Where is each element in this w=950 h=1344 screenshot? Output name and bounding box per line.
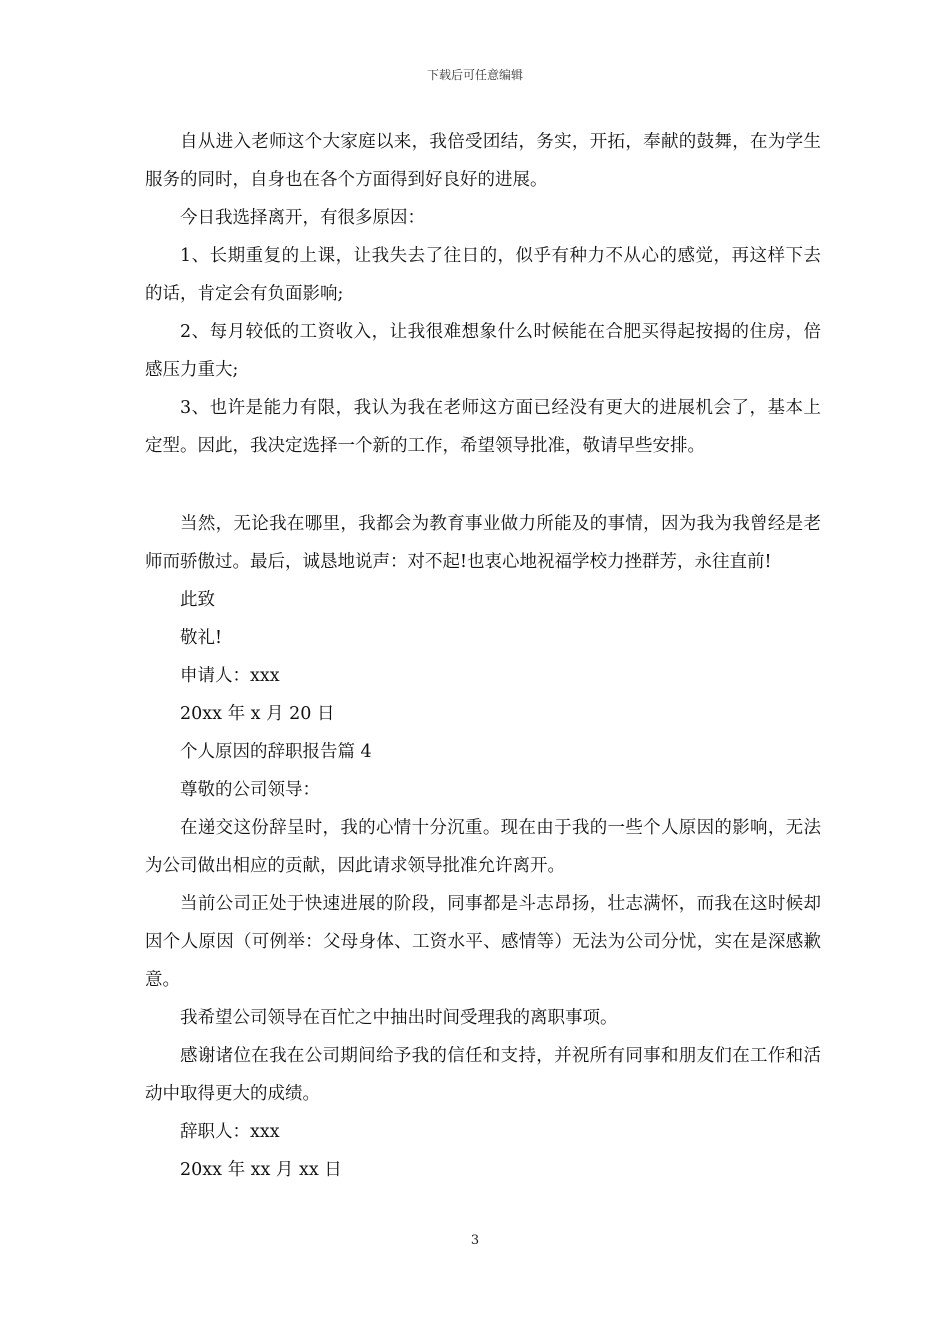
paragraph-submission: 在递交这份辞呈时，我的心情十分沉重。现在由于我的一些个人原因的影响，无法为公司做出相应的贡献，因此请求领导批准允许离开。 [145,818,821,876]
applicant-date: 20xx 年 x 月 20 日 [180,704,335,724]
paragraph-reason-3: 3、也许是能力有限，我认为我在老师这方面已经没有更大的进展机会了，基本上定型。因此，我决定选择一个新的工作，希望领导批准，敬请早些安排。 [145,398,821,456]
salutation-cizhi: 此致 [180,590,215,610]
paragraph-closing: 当然，无论我在哪里，我都会为教育事业做力所能及的事情，因为我为我曾经是老师而骄傲过。最后，诚恳地说声：对不起!也衷心地祝福学校力挫群芳，永往直前! [145,514,821,572]
paragraph-reason-1: 1、长期重复的上课，让我失去了往日的，似乎有种力不从心的感觉，再这样下去的话，肯定会有负面影响; [145,246,821,304]
paragraph-request: 我希望公司领导在百忙之中抽出时间受理我的离职事项。 [180,1008,618,1028]
resigner-signature: 辞职人：xxx [180,1122,280,1142]
paragraph-company-status: 当前公司正处于快速进展的阶段，同事都是斗志昂扬，壮志满怀，而我在这时候却因个人原因（可例举：父母身体、工资水平、感情等）无法为公司分忧，实在是深感歉意。 [145,894,821,990]
paragraph-reason-2: 2、每月较低的工资收入，让我很难想象什么时候能在合肥买得起按揭的住房，倍感压力重大; [145,322,821,380]
paragraph-reasons-heading: 今日我选择离开，有很多原因： [180,208,425,228]
section-title: 个人原因的辞职报告篇 4 [180,742,372,762]
paragraph-intro: 自从进入老师这个大家庭以来，我倍受团结，务实，开拓，奉献的鼓舞，在为学生服务的同时，自身也在各个方面得到好良好的进展。 [145,132,821,190]
page-header: 下载后可任意编辑 [426,68,523,82]
letter-greeting: 尊敬的公司领导： [180,780,320,800]
paragraph-thanks: 感谢诸位在我在公司期间给予我的信任和支持，并祝所有同事和朋友们在工作和活动中取得更大的成绩。 [145,1046,821,1104]
applicant-signature: 申请人：xxx [180,666,280,686]
salutation-jingli: 敬礼! [180,628,223,648]
resigner-date: 20xx 年 xx 月 xx 日 [180,1160,342,1180]
page-number: 3 [470,1233,480,1248]
document-body [145,123,821,1189]
